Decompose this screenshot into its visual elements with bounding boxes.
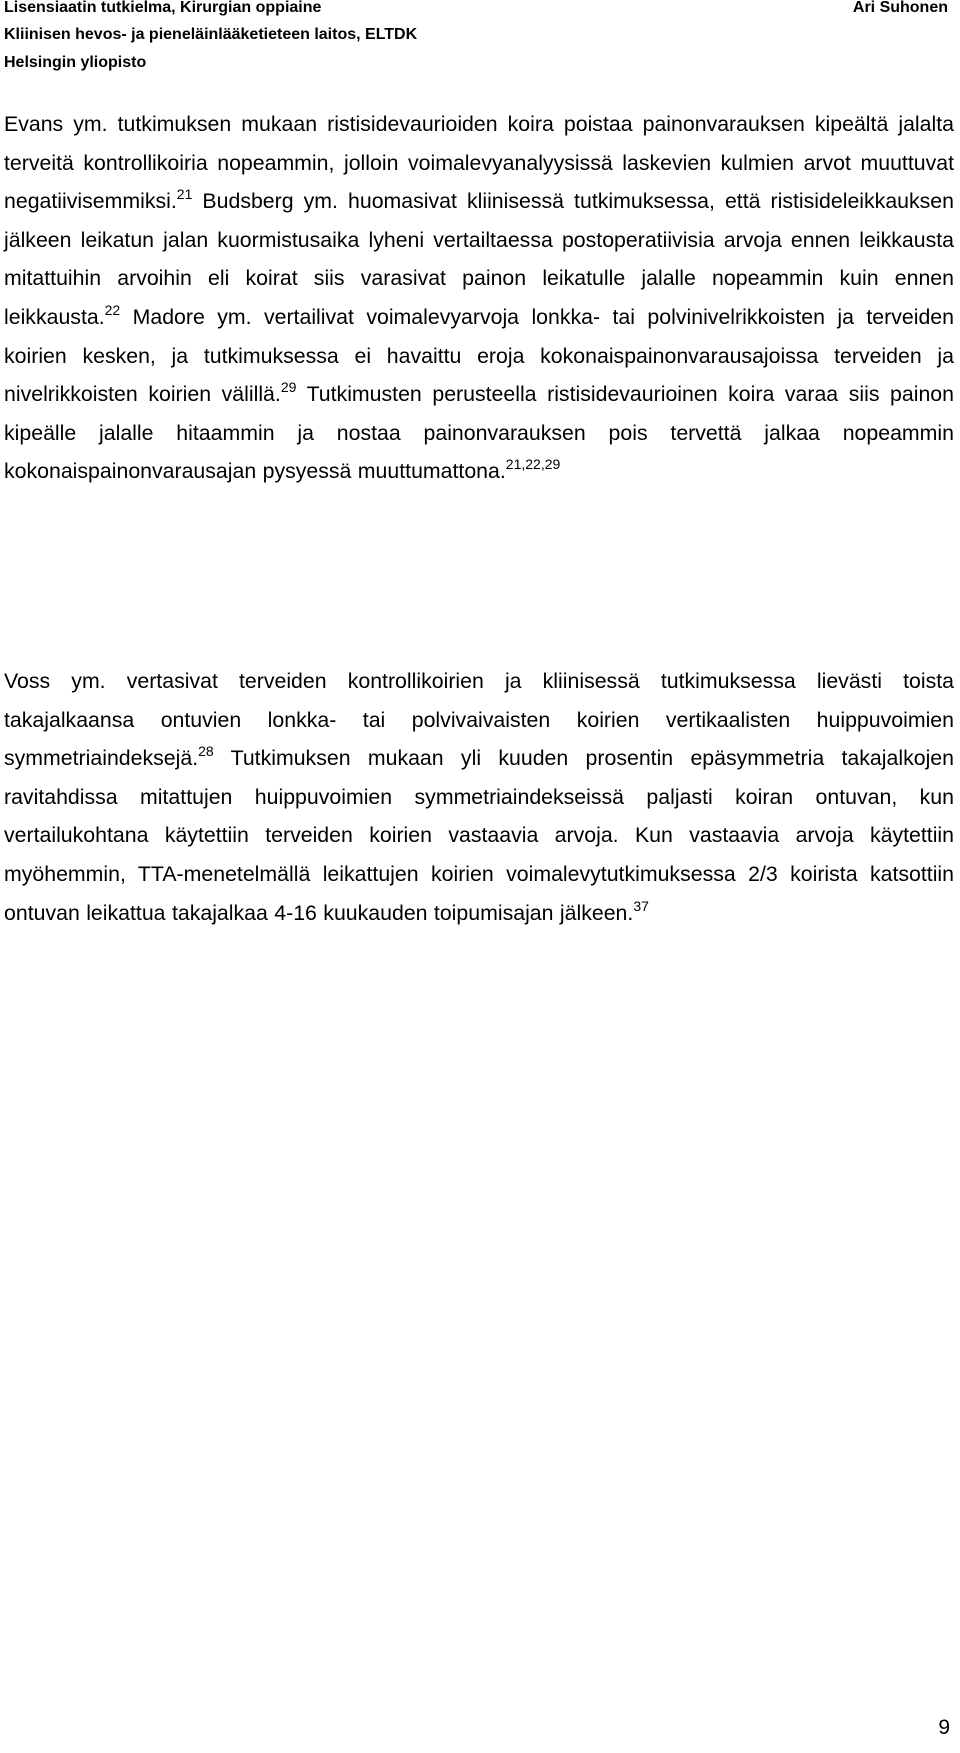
header-department: Kliinisen hevos- ja pieneläinlääketieteen laitos, ELTDK [4,26,418,43]
paragraph2-sentence-voss: Voss ym. vertasivat terveiden kontrollikoirien ja kliinisessä tutkimuksessa lievästi toista takajalkaansa ontuvien lonkka- tai polvivaivaisten koirien vertikaalisten huippuvoimien symmetriaindeksejä. [4,669,954,771]
citation-ref: 21 [176,186,193,203]
citation-ref: 29 [280,379,297,396]
citation-ref: 28 [198,743,214,760]
header-author: Ari Suhonen [852,0,948,16]
citation-ref: 37 [633,897,649,914]
header-thesis-title: Lisensiaatin tutkielma, Kirurgian oppiaine [4,0,322,16]
header-university: Helsingin yliopisto [4,54,147,71]
paragraph-evans-budsberg-madore [4,105,954,491]
paragraph1-sentence-budsberg: Budsberg ym. huomasivat kliinisessä tutkimuksessa, että ristisideleikkauksen jälkeen leikatun jalan kuormistusaika lyheni vertailtaessa postoperatiivisia arvoja ennen leikkausta mitattuihin arvoihin eli koirat siis varasivat painon leikatulle jalalle nopeammin kuin ennen leikkausta. [4,189,954,329]
paragraph1-sentence-evans: Evans ym. tutkimuksen mukaan ristisidevaurioiden koira poistaa painonvarauksen kipeältä jalalta terveitä kontrollikoiria nopeammin, jolloin voimalevyanalyysissä laskevien kulmien arvot muuttuvat negatiivisemmiksi. [4,112,954,214]
citation-ref: 21,22,29 [505,456,561,473]
paragraph1-sentence-conclusion: Tutkimusten perusteella ristisidevaurioinen koira varaa siis painon kipeälle jalalle hitaammin ja nostaa painonvarauksen pois tervettä jalkaa nopeammin kokonaispainonvarausajan pysyessä muuttumattona. [4,382,954,484]
paragraph-voss [4,662,954,932]
citation-ref: 22 [104,301,121,318]
page-number: 9 [938,1716,950,1739]
paragraph1-sentence-madore: Madore ym. vertailivat voimalevyarvoja lonkka- tai polvinivelrikkoisten ja terveiden koirien kesken, ja tutkimuksessa ei havaittu eroja kokonaispainonvarausajoissa terveiden ja nivelrikkoisten koirien välillä. [4,304,954,407]
paragraph2-sentence-results: Tutkimuksen mukaan yli kuuden prosentin epäsymmetria takajalkojen ravitahdissa mitattujen huippuvoimien symmetriaindekseissä paljasti koiran ontuvan, kun vertailukohtana käytettiin terveiden koirien vastaavia arvoja. Kun vastaavia arvoja käytettiin myöhemmin, TTA-menetelmällä leikattujen koirien voimalevytutkimuksessa 2/3 koirista katsottiin ontuvan leikattua takajalkaa 4-16 kuukauden toipumisajan jälkeen. [4,746,954,925]
